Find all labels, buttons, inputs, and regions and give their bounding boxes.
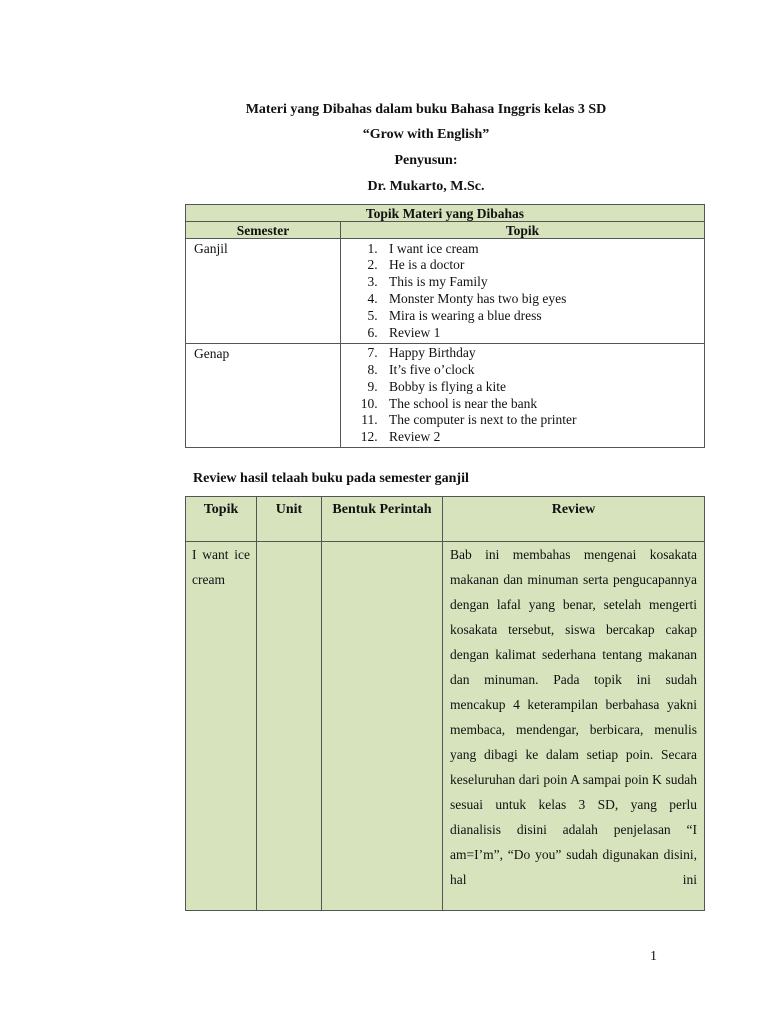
author-label: Penyusun:	[394, 153, 458, 168]
review-unit-cell	[257, 542, 322, 911]
topic-list	[341, 345, 704, 446]
list-item: 2. He is a doctor	[381, 257, 704, 274]
list-item: 12. Review 2	[381, 429, 704, 446]
semester-header: Semester	[186, 222, 341, 239]
list-item: 8. It’s five o’clock	[381, 362, 704, 379]
list-item: 6. Review 1	[381, 325, 704, 342]
page-number: 1	[650, 949, 657, 964]
review-bentuk-header: Bentuk Perintah	[322, 497, 443, 542]
review-header: Review	[443, 497, 705, 542]
table-row	[186, 344, 705, 448]
semester-cell: Genap	[186, 344, 341, 448]
review-topik-cell: I want ice cream	[186, 542, 257, 911]
list-item: 7. Happy Birthday	[381, 345, 704, 362]
topik-table	[185, 204, 705, 448]
list-item: 11. The computer is next to the printer	[381, 412, 704, 429]
topic-list-cell	[341, 344, 705, 448]
table-row	[186, 542, 705, 911]
doc-title: Materi yang Dibahas dalam buku Bahasa Inggris kelas 3 SD	[245, 102, 607, 117]
review-topik-header: Topik	[186, 497, 257, 542]
list-item: 4. Monster Monty has two big eyes	[381, 291, 704, 308]
list-item: 3. This is my Family	[381, 274, 704, 291]
list-item: 10. The school is near the bank	[381, 396, 704, 413]
topic-list	[341, 241, 704, 342]
author-name: Dr. Mukarto, M.Sc.	[367, 179, 485, 194]
list-item: 9. Bobby is flying a kite	[381, 379, 704, 396]
semester-cell: Ganjil	[186, 239, 341, 344]
review-table	[185, 496, 705, 911]
topik-table-title: Topik Materi yang Dibahas	[186, 205, 705, 222]
review-text-cell: Bab ini membahas mengenai kosakata makanan dan minuman serta pengucapannya dengan lafal yang benar, setelah mengerti kosakata tersebut, siswa bercakap cakap dengan kalimat sederhana tentang makanan dan minuman. Pada topik ini sudah mencakup 4 keterampilan berbahasa yakni membaca, mendengar, berbicara, menulis yang dibagi ke dalam setiap poin. Secara keseluruhan dari poin A sampai poin K sudah sesuai untuk kelas 3 SD, yang perlu dianalisis disini adalah penjelasan “I am=I’m”, “Do you” sudah digunakan disini, hal ini	[443, 542, 705, 911]
review-bentuk-cell	[322, 542, 443, 911]
topic-list-cell	[341, 239, 705, 344]
book-title: “Grow with English”	[362, 127, 490, 142]
table-row	[186, 239, 705, 344]
list-item: 1. I want ice cream	[381, 241, 704, 258]
review-section-title: Review hasil telaah buku pada semester ganjil	[193, 471, 469, 486]
list-item: 5. Mira is wearing a blue dress	[381, 308, 704, 325]
review-unit-header: Unit	[257, 497, 322, 542]
topik-header: Topik	[341, 222, 705, 239]
